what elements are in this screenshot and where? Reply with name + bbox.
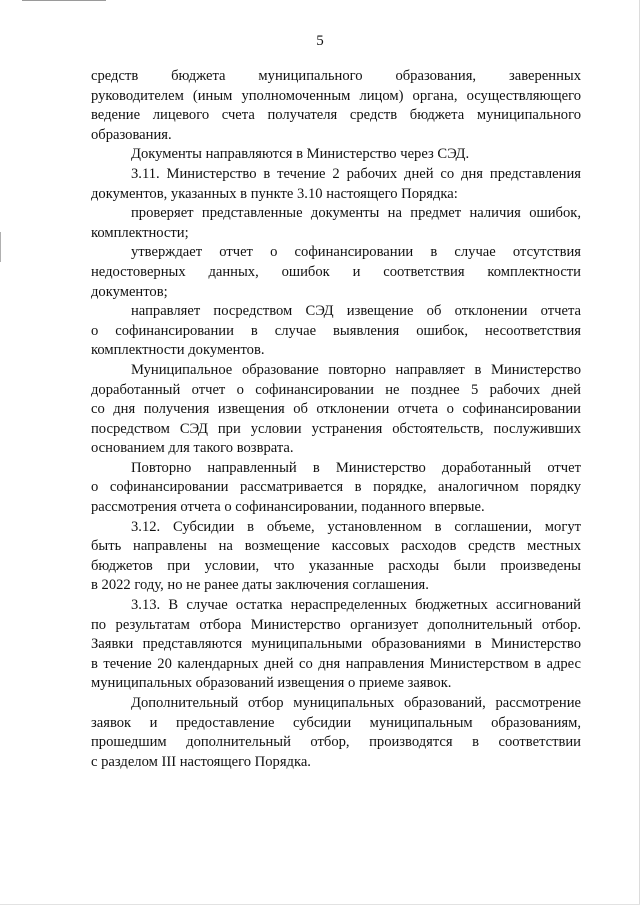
paragraph [91, 596, 581, 694]
text-line: с разделом III настоящего Порядка. [91, 753, 311, 770]
text-line: в 2022 году, но не ранее даты заключения соглашения. [91, 577, 429, 594]
text-line: комплектности; [91, 224, 189, 241]
text-line: прошедшим дополнительный отбор, производятся в соответствии [91, 734, 581, 751]
text-line: документов, указанных в пункте 3.10 настоящего Порядка: [91, 185, 458, 202]
text-line: Муниципальное образование повторно направляет в Министерство [131, 361, 581, 378]
paragraph [91, 165, 581, 204]
text-line: направляет посредством СЭД извещение об отклонении отчета [131, 303, 581, 320]
text-line: руководителем (иным уполномоченным лицом) органа, осуществляющего [91, 87, 581, 104]
paragraph [91, 459, 581, 518]
text-line: недостоверных данных, ошибок и соответствия комплектности [91, 263, 581, 280]
scan-edge-mark [88, 0, 106, 1]
text-line: основанием для такого возврата. [91, 440, 294, 457]
text-line: заявок и предоставление субсидии муниципальным образованиям, [91, 714, 581, 731]
page-number: 5 [316, 33, 324, 49]
paragraph [91, 67, 581, 145]
text-line: бюджетов при условии, что указанные расходы были произведены [91, 557, 581, 574]
text-line: со дня получения извещения об отклонении отчета о софинансировании [91, 401, 581, 418]
text-line: о софинансировании в случае выявления ошибок, несоответствия [91, 322, 581, 339]
document-body [91, 67, 581, 772]
paragraph [91, 694, 581, 772]
paragraph [91, 243, 581, 302]
text-line: Документы направляются в Министерство через СЭД. [131, 146, 470, 163]
text-line: Заявки представляются муниципальными образованиями в Министерство [91, 636, 581, 653]
paragraph [91, 204, 581, 243]
scan-edge-mark [0, 232, 1, 262]
text-line: Дополнительный отбор муниципальных образований, рассмотрение [131, 695, 581, 711]
text-line: утверждает отчет о софинансировании в случае отсутствия [131, 244, 581, 261]
text-line: быть направлены на возмещение кассовых расходов средств местных [91, 538, 581, 555]
text-line: 3.11. Министерство в течение 2 рабочих дней со дня представления [131, 165, 581, 182]
text-line: комплектности документов. [91, 342, 265, 359]
text-line: рассмотрения отчета о софинансировании, поданного впервые. [91, 499, 485, 516]
text-line: 3.12. Субсидии в объеме, установленном в соглашении, могут [131, 518, 581, 535]
text-line: документов; [91, 283, 168, 300]
paragraph [91, 302, 581, 361]
paragraph [91, 145, 581, 165]
text-line: Повторно направленный в Министерство доработанный отчет [131, 459, 581, 476]
text-line: доработанный отчет о софинансировании не позднее 5 рабочих дней [91, 381, 581, 398]
text-line: по результатам отбора Министерство организует дополнительный отбор. [91, 616, 581, 633]
text-line: средств бюджета муниципального образования, заверенных [91, 68, 581, 84]
text-line: о софинансировании рассматривается в порядке, аналогичном порядку [91, 479, 581, 496]
text-line: проверяет представленные документы на предмет наличия ошибок, [131, 205, 581, 222]
paragraph [91, 518, 581, 596]
text-line: муниципальных образований извещения о приеме заявок. [91, 675, 452, 692]
text-line: 3.13. В случае остатка нераспределенных бюджетных ассигнований [131, 597, 581, 614]
text-line: ведение лицевого счета получателя средств бюджета муниципального [91, 107, 581, 124]
text-line: образования. [91, 126, 172, 143]
text-line: в течение 20 календарных дней со дня направления Министерством в адрес [91, 655, 581, 672]
paragraph [91, 361, 581, 459]
text-line: посредством СЭД при условии устранения обстоятельств, послуживших [91, 420, 581, 437]
